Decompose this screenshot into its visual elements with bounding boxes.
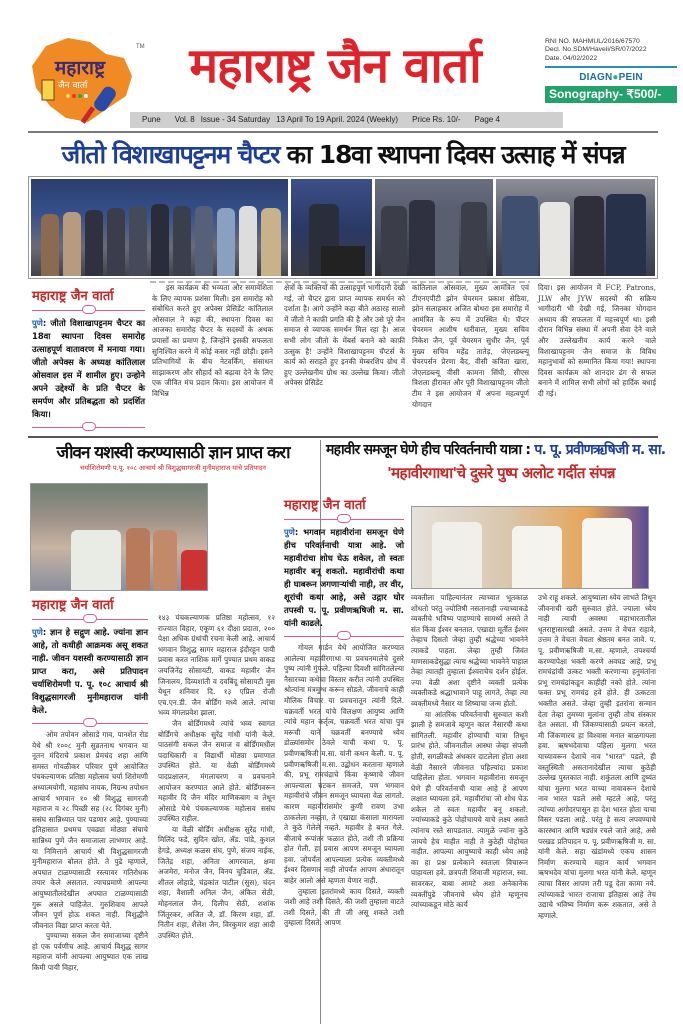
byline-brand: महाराष्ट्र जैन वार्ता xyxy=(284,498,366,513)
story1-column-4: कांतिलाल ओसवाल, मुख्य आमंत्रित एवं टीएनएपीटी झोन चेयरमन प्रकाश सेठिया, झोन सलाहकार अजित बोथरा इस समारोह में आमंत्रित के रूप में उपस्थित थे। चॅप्टर चेयरमन आशीष धारीवाल, मुख्य सचिव निकेश जैन, पूर्व चेयरमन सुधीर जैन, पूर्व मुख्य सचिव महेंद्र तातेड़, जेएलडब्ल्यू चेयरपर्सन प्रेरणा बैद, वीसी कविता खारा, जेएलडब्ल्यू वीसी कामना सिंघी, सीएस त्रिशला हीरावत और पूरी विशाखापट्टनम जीतो टीम ने इस आयोजन में अपना महत्वपूर्ण योगदान xyxy=(412,283,529,409)
story2-subheadline: चर्याशिरोमणी प.पू. १०८ आचार्य श्री विशुद्धसागरजी मुनीमहाराज यांचे प्रतिपादन xyxy=(80,464,266,472)
ad-offer: Sonography- ₹500/- xyxy=(545,86,677,103)
newspaper-logo xyxy=(28,36,138,124)
issue-price: Price Rs. 10/- xyxy=(412,115,461,124)
masthead-rule xyxy=(28,131,658,133)
story2-column-2: १४३ पंचकल्याणक प्रतिष्ठा महोत्सव, १२ राज्यात विहार, एकूण ६१ दीक्षा प्रदाता, २०० पेक्षा अधिक ग्रंथांची रचना केली आहे. आचार्य भगवान विशुद्ध सागर महाराज इंदौरहून पायी प्रवास करत नाशिक मार्गे पुण्यात प्रथम वाकड जयजिनेंद्र सोसायटी, वाकड महावीर जैन जिनालय, दिव्यशांती व दवबिंदू सोसायटी मुस येथून शनिवार दि. १३ एप्रिल रोजी एच.एन.डी. जैन बोर्डिंग मध्ये आले. त्यांचा भव्य मंगलप्रवेश झाला. जैन बोर्डिंगमध्ये त्यांचे भव्य स्वागत बोर्डिंगचे अधीक्षक सुरेंद्र गांधी यांनी केले. पाठसंगी सकल जैन समाज व बोर्डिंगमधील पदाधिकारी व विद्यार्थी मोठ्या प्रमाणात उपस्थित होते. या वेळी बोर्डिंगमध्ये पादप्रक्षालन, मंगलाचरण व प्रवचनाने आयोजन करण्यात आले होते. बोर्डिंगवरून महावीर दि जैन मंदिर माणिकबाग व तेथून ओसाडे येथे पंचकल्याणक महोत्सव ससंघ उपस्थित राहील. या वेळी बोर्डिंग अधीक्षक सुरेंद्र गांधी, मिलिंद फडे, सुदिन खोत, ॲड. पांडे, कुशल हेगडे, अध्यक्ष कळस संघ, पुणे, संजय नाईक, जितेंद्र शहा, अनिता आगरवाल, क्षमा अजमेरा, मनोज जैन, विनय चुडिवाल, ॲड. शीतल लोहाडे, चंद्रकांत पाटील (सुस), चंदन शहा, वैशाली अनिल जैन, अंकित सेठी, मोहनलाल जैन, दिलीप सेठी, शशांक जिंतूरकर, अजित जै, डॉ. किरण शहा, डॉ. नितीन शहा, शैलेश जैन, विरकुमार शहा आदी उपस्थित होते. xyxy=(158,613,275,940)
ad-logo-icon: ● xyxy=(612,72,619,83)
section-divider xyxy=(28,436,658,438)
issue-dates: 13 April To 19 April. 2024 (Weekly) xyxy=(276,115,399,124)
byline-brand: महाराष्ट्र जैन वार्ता xyxy=(32,598,114,613)
decl-number: Decl. No.SDM/Haveli/SR/07/2022 xyxy=(545,46,647,54)
story3-headline: महावीर समजून घेणे हीच परिवर्तनाची यात्रा : प. पू. प्रवीणऋषिजी म. सा. xyxy=(326,442,666,458)
reg-date: Date. 04/02/2022 xyxy=(545,54,598,62)
ad-brand: DIAGN●PEIN xyxy=(579,72,643,83)
lamp-lighting-photo xyxy=(375,179,492,276)
registration-info xyxy=(545,38,647,63)
speaker-photo xyxy=(291,179,373,276)
story1-column-5: दिया। इस आयोजन में FCP, Patrons, JLW और JYW सदस्यों की सक्रिय भागीदारी भी देखी गई, जिनका योगदान अध्याय की सफलता में महत्त्वपूर्ण था। इसी दौरान विभिन्न संस्था में अपनी सेवा देने वाले और उल्लेखनीय कार्य करने वाले विशाखापट्टनम जैन समाज के विविध महानुभावों को सम्मानित किया गया! स्थापना दिवस कार्यक्रम को शानदार ढंग से सफल बनाने में शामिल सभी लोगों को हार्दिक बधाई दी गई। xyxy=(538,283,656,398)
story2-column-1b: पुण्याच्या सकल जैन समाजाच्या दृष्टीने हो एक पर्वणीच आहे. आचार्य विशुद्ध सागर महाराज यांनी आपल्या आयुष्यात एक लाख किमी पायी विहार, xyxy=(32,931,148,973)
story3-column-2: व्यक्तीला पाहिल्यानंतर त्याच्यात भूतकाळ शोधतो परंतु ज्योतिषी नसतानाही ज्याच्याकडे व्यक्तीचे भविष्य पाहण्याचे सामर्थ्य असते ते संत किंवा ईश्वर बनतात. एखाद्या मूर्तीत ईश्वर तेव्हाच दिसतो जेव्हा तुम्ही श्रद्धेच्या भावनेने त्याकडे पाहता. जेव्हा तुम्ही जिवंत माणसाकडेसुद्धा त्याच श्रद्धेच्या भावनेने पाहाल तेव्हा त्यातही तुम्हाला ईश्वराचेच दर्शन होईल. ज्या वेळी अशा दृष्टीने व्यक्ती प्रत्येक व्यक्तीकडे श्रद्धाभावाने पाहू लागते, तेव्हा त्या व्यक्तीमध्ये नैसार या शिष्याचा जन्म होतो. या आंतरिक परिवर्तनाची सुरुवात कशी झाली हे समजावे म्हणून काल नैसारची कथा सांगितली. महावीर होण्याची यात्रा तिथून प्रारंभ होते. जीवनातील आस्था जेव्हा संपली होती, सगळीकडे अंधकार दाटलेला होता अशा वेळी नैसारने जीवनात पहिल्यांदा प्रकाश पाहिलेला होता. भगवान महावीरांना समजून घेणे ही परिवर्तनाची यात्रा आहे हे आपण लक्षात घ्यायला हवे. महावीरांचा जो शोध घेऊ शकेल तो स्वतः महावीर बनू शकतो. ज्यांच्याकडे कुठे पोहोचायचे याचे लक्ष्य असते त्यांनाच रस्ते सापडतात. त्यामुळे ज्यांना कुठे जायचे हेच माहीत नाही ते कुठेही पोहोचत नाहीत. आपल्या आयुष्याचे काही ध्येय आहे का हा प्रश्न प्रत्येकाने स्वतःला विचारून पाहायला हवे. छत्रपती शिवाजी महाराज, स्वा. सावरकर, बाबा आमटे अशा अनेकानेक व्यक्तींपुढे जीवनाचे ध्येय होते म्हणूनच त्यांच्याकडून मोठे कार्य xyxy=(411,593,528,910)
story1-intro xyxy=(32,286,145,434)
story3-subheadline: 'महावीरगाथा'चे दुसरे पुष्प अलोट गर्दीत संपन्न xyxy=(387,464,615,482)
newspaper-title: महाराष्ट्र जैन वार्ता xyxy=(189,38,481,94)
story3-intro xyxy=(284,495,404,929)
story3-column-1: गोयल गार्डन येथे आयोजित करण्यात आलेल्या महावीरगाथा या प्रवचनमालेचे दुसरे पुष्प त्यांनी गुंफले. पहिल्या दिवशी सांगितलेल्या नैसारच्या कथेचा विस्तार करीत त्यांनी उपस्थित श्रोत्यांना मंत्रमुग्ध करून सोडले. जीवनाचे काही मौलिक विचार या प्रवचनातून त्यांनी दिले. चक्रवर्ती भरत यांचे विलक्षण आयुष्य आणि त्यांचे महान कर्तृत्व, चक्रवर्ती भरत यांचा पुत्र मरूची याने चक्रवर्ती बनण्याचे ध्येय डोळ्यांसमोर ठेवले याची कथा प. पू. प्रवीणऋषिजी म.सा. यांनी कथन केली. प. पू. प्रवीणऋषिजी म.सा. उद्बोधन करताना म्हणाले की, प्रभू रामचंद्राचे किंवा कृष्णाचे जीवन आपल्याला चटकन समजते, पण भगवान महावीरांचे जीवन समजून घ्यायला वेळ लागतो. कारण महावीरांसमोर कुणी रावण उभा ठाकलेला नव्हता, ते एखाद्या कंसाला मारायला ते कुठे गेलेले नव्हते. महावीर हे बनत गेले. बीजाचे रूपांतर फळात होते, तशी ती प्रक्रिया होत गेली. हा प्रवास आपण समजून घ्यायला हवा. जोपर्यंत आपल्याला प्रत्येक व्यक्तीमध्ये ईश्वर दिसणार नाही तोपर्यंत आपण अंधारातून बाहेर आलो असे म्हणता येणार नाही. xyxy=(284,643,404,886)
story3-lead: पुणे: भगवान महावीरांना समजून घेणे हीच परिवर्तनाची यात्रा आहे. जो महावीरांचा शोध घेऊ शकेल, तो स्वतः महावीर बनू शकतो. महावीरांची कथा ही घाबरून जगणाऱ्यांची नाही, तर वीर, शूरांची कथा आहे, असे उद्गार घोर तपस्वी प. पू. प्रवीणऋषिजी म. सा. यांनी काढले. xyxy=(284,527,404,628)
trademark-mark: TM xyxy=(136,44,145,50)
byline-brand: महाराष्ट्र जैन वार्ता xyxy=(32,289,114,304)
logo-text: महाराष्ट्र xyxy=(54,57,106,79)
group-photo xyxy=(31,179,288,276)
pravachan-photo xyxy=(411,506,649,589)
ornament-divider xyxy=(32,615,148,623)
diagnopein-advert xyxy=(545,66,677,102)
felicitation-photo xyxy=(496,179,655,276)
ornament-divider xyxy=(284,515,404,523)
story1-column-3: क्षेत्रों के व्यक्तियों की उत्साहपूर्ण भागीदारी देखी गई, जो चैप्टर द्वारा प्राप्त व्यापक समर्थन को दर्शाता है। आगे उन्होंने कहा बीते अठारह सालो में जीतो ने काफ़ी प्रगति की है और उसे पूरे जैन समाज से व्यापक समर्थन मिल रहा है। आज सभी लोग जीतो के मेंबर्स बनाने को काफ़ी उत्सुक है! उन्होंने विशाखापट्टनम चॅप्टर्स के कार्य को सराहते हुए इनकी मेम्बरशिप ग्रोथ में हुए उल्लेखनीय ग्रोथ का उल्लेख किया। जीतो अपेक्स प्रेसिडेंट xyxy=(284,283,405,388)
story1-headline: जीतो विशाखापट्टनम चैप्टर का 18वा स्थापना दिवस उत्साह में संपन्न xyxy=(61,140,625,169)
issue-page: Page 4 xyxy=(474,115,500,124)
story3-column-1b: तुम्हाला इतरांमध्ये काय दिसते, व्यक्ती जशी आहे तशी दिसते, की जशी तुम्हाला वाटते तशी दिसते, की ती जी असू शकते तशी तुम्हाला दिसते. आपण xyxy=(284,886,404,928)
masthead xyxy=(0,0,683,132)
issue-info-bar xyxy=(130,112,563,128)
ornament-divider xyxy=(284,632,404,640)
story2-intro xyxy=(32,595,148,974)
issue-volume: Vol. 8 xyxy=(174,115,195,124)
story1-column-2: इस कार्यक्रम की भव्यता और समावेशिता के लिए व्यापक प्रशंसा मिली। इस समारोह को संबोधित करते हुए अपेक्स प्रेसिडेंट कांतिलाल ओसवाल ने कहा की, स्थापना दिवस का आजका समारोह चैप्टर के सदस्यों के अथक प्रयासों का प्रमाण है, जिन्होंने इसकी सफलता सुनिश्चित करने में कोई कसर नहीं छोड़ी। इसने प्रतिभागियों के बीच नेटवर्किंग, संसाधन साझाकरण और सौहार्द को बढ़ावा देने के लिए एक जीवित मंच प्रदान किया। इस आयोजन में विभिन्न xyxy=(152,283,273,398)
ornament-divider xyxy=(32,306,145,314)
ornament-divider xyxy=(32,719,148,727)
procession-photo xyxy=(30,483,208,591)
story1-lead: पुणे: जीतो विशाखापट्टनम चैप्टर का 18वा स्थापना दिवस समारोह उत्साहपूर्ण वातावरण में मनाया गया। जीतो अपेक्स के अध्यक्ष कांतिलाल ओसवाल इस में शामील हुए। उन्होने अपने उद्देश्यों के प्रति चैप्टर के समर्पण और प्रतिबद्धता को प्रदर्शित किया। xyxy=(32,318,145,419)
story2-headline: जीवन यशस्वी करण्यासाठी ज्ञान प्राप्त करा xyxy=(56,443,290,463)
story2-column-1: ओम तपोवन ओसाडे गाव, पानशेत रोड येथे श्री १००८ मुनी सुव्रतनाथ भगवान या नूतन मंदिराचे प्रकाश प्रेमचंद शहा आणि समस्त गोयळीकर परिवार पुणे आयोजित पंचकल्याणक प्रतिष्ठा महोत्सव चर्या शिरोमणी अध्यात्मयोगी, महासंघ नायक, निग्रन्थ तपोधन आचार्य भगवान १० श्री विशुद्ध सागरजी महाराज व २८ पिच्छी सह (२८ दिगंबर मुनी) ससंघ सान्निध्यात पार पडणार आहे. पुण्याच्या इतिहासात प्रथमच एवढ्या मोठ्या संघाचे सान्निध्य पुणे जैन समाजाला लाभणार आहे. या निमित्ताने आचार्य श्री विशुद्धसागरजी मुनीमहाराज बोलत होते. ते पुढे म्हणाले, अपघात टाळण्यासाठी रस्त्यावर गतिरोधक तयार केले असतात. त्याचप्रमाणे आपल्या आयुष्यातीलदेखील अपघात टाळण्यासाठी गुरू असले पाहिजेत. गुरुशिवाय आपले जीवन पूर्ण होऊ शकत नाही. विशुद्धीने जीवनात विद्या प्राप्त करता येते. xyxy=(32,730,148,930)
rni-number: RNI NO. MAHMUL/2016/67570 xyxy=(545,38,640,45)
issue-number: Issue - 34 Saturday xyxy=(200,115,271,124)
story2-lead: पुणे: ज्ञान हे सद्गुण आहे. ज्यांना ज्ञान आहे, तो कधीही आक्रमक असू शकत नाही. जीवन यशस्वी करण्यासाठी ज्ञान प्राप्त करा, असे प्रतिपादन चर्याशिरोमणी प. पू. १०८ आचार्य श्री विशुद्धसागरजी मुनीमहाराज यांनी केले. xyxy=(32,627,148,715)
story3-column-3: उभे राहू शकले. आयुष्याला ध्येय लाभते तिथून जीवनाची खरी सुरुवात होते. ज्याला ध्येय नाही त्याची अवस्था महाभारतातील धृतराष्ट्रासारखी असते. उत्तम ते वेचत राहावे, उत्तम ते वेचता वेचता श्रेष्ठतम बनत जावे. प. पू. प्रवीणऋषिजी म.सा. म्हणाले, तपश्चर्या करण्यापेक्षा भक्ती करणे अवघड आहे, प्रभू रामचंद्रांची उत्कट भक्ती करणाऱ्या हनुमंतांना प्रभू रामचंद्रांकडून काहीही नको होते. त्यांना फक्त प्रभू रामचंद्र हवे होते. ही उत्कटता भक्तीत असते. जेव्हा तुम्ही इतरांना सन्मान देता तेव्हा तुमच्या मुलांना तुम्ही तोच संस्कार देत असता. मी जिंकण्यासाठी प्रयत्न करतो, मी जिंकणारच हा विश्वास मनात बाळगायला हवा. ऋषभदेवाचा पहिला मुलगा भरत याच्यावरून देशाचे नाव "भारत" पडले, ही वस्तुस्थिती असतानादेखील त्याचा कुठेही उल्लेख पुस्तकात नाही. शकुंतला आणि दुष्यंत यांचा मुलगा भरत याच्या नावावरून देशाचे नाव भारत पडले असे म्हटले आहे, परंतु त्यांच्या अगोदरपासून हा देश भारत होता याचा विसर पडला आहे. परंतु हे सत्य लपवण्याचे कारस्थान आणि षड्यंत्र रचले जाते आहे, असे परखड प्रतिपादन प. पू. प्रवीणऋषिजी म. सा. यांनी केले. सहा खंडांमध्ये एकच शासन निर्माण करण्याचे महान कार्य भगवान ऋषभदेव यांचा मुलगा भरत यांनी केले. म्हणून त्याचा विसर आपण तरी पडू देता कामा नये. त्यांच्याकडे भारत राजाचा इतिहास आहे तेच उद्याचे भविष्य निर्माण करू शकतात, असे ते म्हणाले. xyxy=(538,593,656,920)
story1-photo-strip xyxy=(28,176,658,279)
issue-city: Pune xyxy=(142,115,161,124)
ornament-divider xyxy=(32,423,145,431)
logo-subtext: जैन वार्ता xyxy=(58,81,88,91)
